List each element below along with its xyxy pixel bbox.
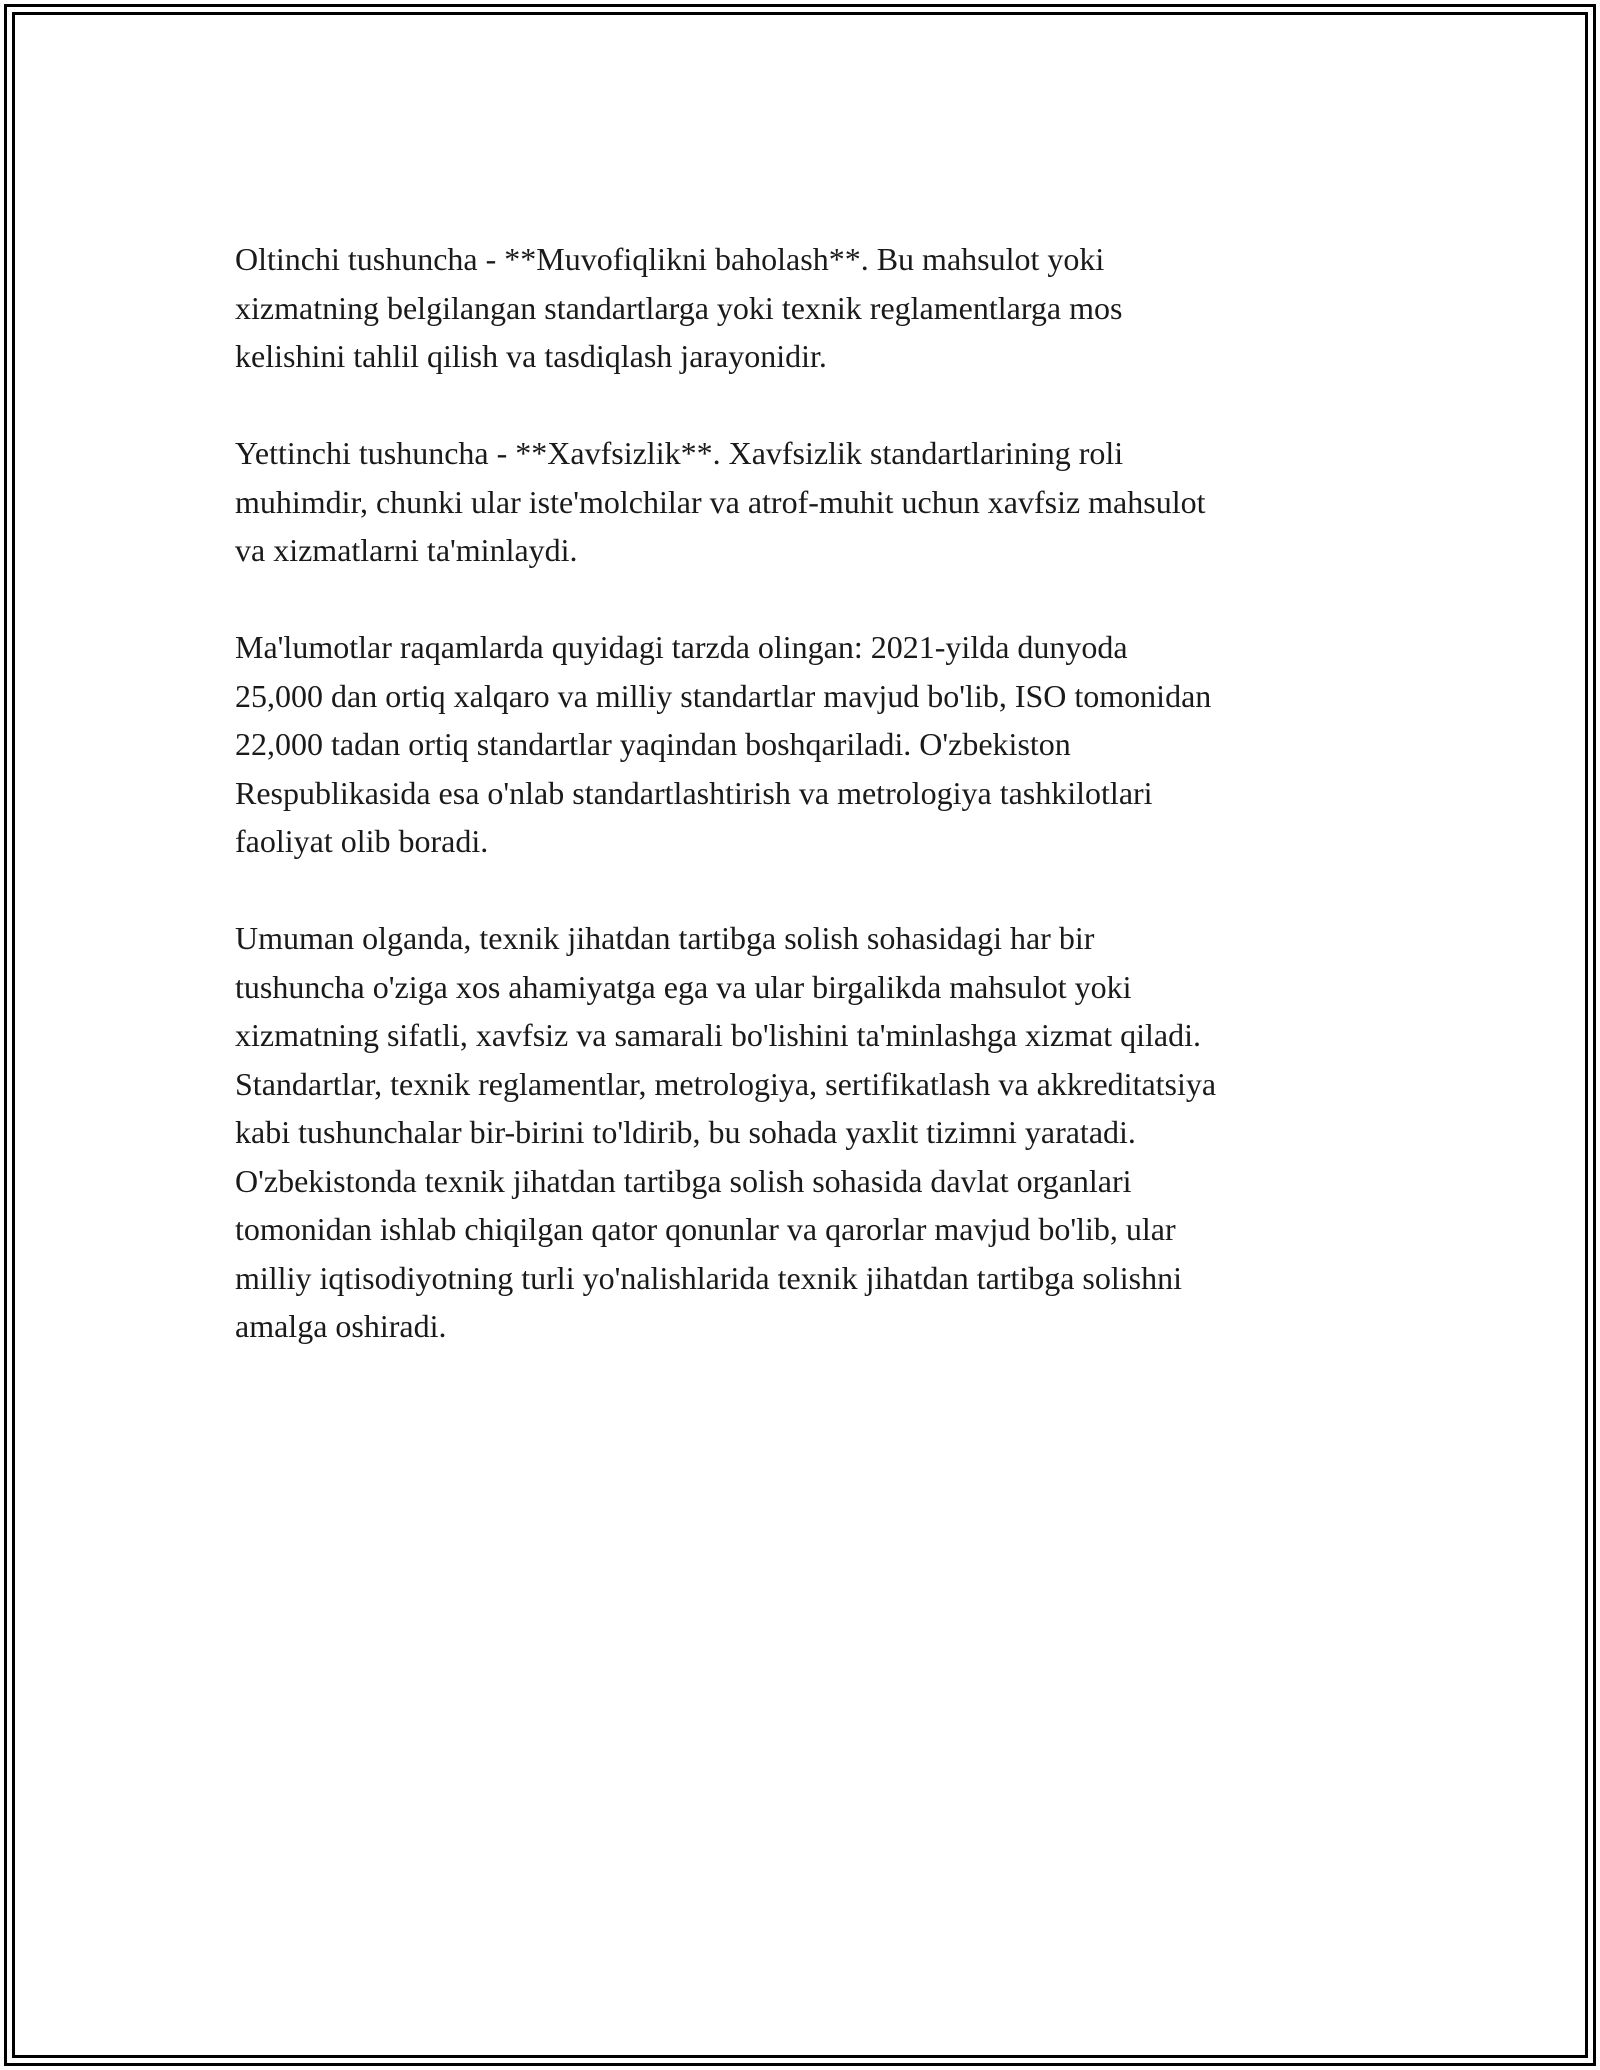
paragraph-safety: Yettinchi tushuncha - **Xavfsizlik**. Xavfsizlik standartlarining roli muhimdir, chunki ular iste'molchilar va atrof-muhit uchun xavfsiz mahsulot va xizmatlarni ta'minlaydi. [235, 435, 1206, 568]
paragraph-statistics: Ma'lumotlar raqamlarda quyidagi tarzda olingan: 2021-yilda dunyoda 25,000 dan ortiq xalqaro va milliy standartlar mavjud bo'lib, ISO tomonidan 22,000 tadan ortiq standartlar yaqindan boshqariladi. O'zbekiston Respublikasida esa o'nlab standartlashtirish va metrologiya tashkilotlari faoliyat olib boradi. [235, 629, 1212, 859]
paragraph-conformity-assessment: Oltinchi tushuncha - **Muvofiqlikni baholash**. Bu mahsulot yoki xizmatning belgilangan standartlarga yoki texnik reglamentlarga mos kelishini tahlil qilish va tasdiqlash jarayonidir. [235, 241, 1123, 374]
document-body [235, 235, 1385, 1399]
paragraph-conclusion: Umuman olganda, texnik jihatdan tartibga solish sohasidagi har bir tushuncha o'ziga xos ahamiyatga ega va ular birgalikda mahsulot yoki xizmatning sifatli, xavfsiz va samarali bo'lishini ta'minlashga xizmat qiladi. Standartlar, texnik reglamentlar, metrologiya, sertifikatlash va akkreditatsiya kabi tushunchalar bir-birini to'ldirib, bu sohada yaxlit tizimni yaratadi. O'zbekistonda texnik jihatdan tartibga solish sohasida davlat organlari tomonidan ishlab chiqilgan qator qonunlar va qarorlar mavjud bo'lib, ular milliy iqtisodiyotning turli yo'nalishlarida texnik jihatdan tartibga solishni amalga oshiradi. [235, 920, 1217, 1344]
